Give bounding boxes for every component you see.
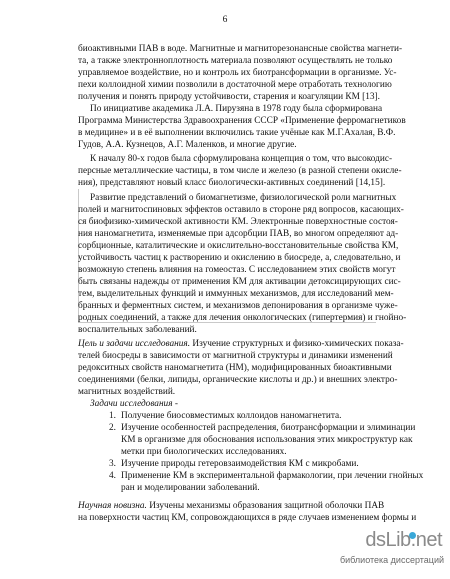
text-line: Программа Министерства Здравоохранения СССР «Применение ферромагнетиков: [78, 116, 406, 126]
text-line: полей и магнитоспиновых эффектов оставило в стороне ряд вопросов, касающих-: [78, 205, 404, 215]
task-text: Изучение природы гетеровзаимодействия КМ с микробами.: [121, 459, 359, 469]
watermark-title: dsLib.net: [365, 529, 442, 551]
text-line: быть связаны надежды от применения КМ для активации детоксицирующих сис-: [78, 277, 401, 287]
goals-line: [78, 338, 404, 350]
text-line: сорбционные, каталитические и окислительно-восстановительные свойства КМ,: [78, 241, 399, 251]
novelty-label: Научная новизна.: [78, 501, 147, 511]
page-number: 6: [222, 15, 228, 25]
tasks-label: Задачи исследования -: [90, 399, 178, 409]
novelty-line: [78, 500, 385, 512]
task-text: Изучение особенностей распределения, биотрансформации и элиминации: [121, 423, 416, 433]
text-line: управляемое воздействие, но и контроль их биотрансформации в организме. Ус-: [78, 68, 397, 78]
task-item: [109, 410, 378, 422]
novelty-text: Изучены механизмы образования защитной оболочки ПАВ: [149, 501, 385, 511]
text-line: ния), представляют новый класс биологически-активных соединений [14,15].: [78, 178, 386, 188]
task-text: КМ в организме для обоснования использования этих микроструктур как: [121, 435, 413, 445]
task-text: Применение КМ в экспериментальной фармакологии, при лечении гнойных: [121, 471, 424, 481]
task-text: метки при биологических исследованиях.: [121, 447, 287, 457]
task-text: Получение биосовместимых коллоидов наномагнетита.: [121, 411, 342, 421]
task-number: 2.: [109, 423, 116, 433]
text-line: ния наномагнетита, изменяемые при адсорбции ПАВ, во многом определяют ад-: [78, 229, 399, 239]
text-line: бранных и ферментных систем, и механизмов депонирования в организме чужe-: [78, 301, 398, 311]
novelty-line: на поверхности частиц КМ, сопровождающихся в ряде случаев изменением формы и: [78, 513, 417, 523]
text-line: ся биофизико-химической активности КМ. Электронные поверхностные состоя-: [78, 217, 398, 227]
text-line: По инициативе академика Л.А. Пирузяна в 1978 году была сформирована: [90, 104, 383, 114]
watermark: [339, 529, 450, 579]
text-line: возможную степень влияния на гомеостаз. С исследованием этих свойств могут: [78, 265, 396, 275]
text-line: родных соединений, а также для лечения онкологических (гипертермия) и гнойно-: [78, 313, 407, 323]
text-line: персные металлические частицы, в том числе и железо (в разной степени окисле-: [78, 166, 402, 176]
text-line: К началу 80-х годов была сформулирована концепция о том, что высокодис-: [90, 154, 393, 164]
goals-label: Цель и задачи исследования.: [78, 339, 191, 349]
text-line: биоактивными ПАВ в воде. Магнитные и магниторезонансные свойства магнети-: [78, 44, 403, 54]
task-number: 4.: [109, 471, 116, 481]
task-item: [109, 470, 424, 482]
text-line: Развитие представлений о биомагнетизме, физиологической роли магнитных: [90, 193, 397, 203]
text-line: Гудов, А.А. Кузнецов, А.Г. Маленков, и многие другие.: [78, 140, 297, 150]
task-item: [109, 458, 378, 470]
text-line: пехи коллоидной химии позволили в достаточной мере отработать технологию: [78, 80, 392, 90]
task-number: 3.: [109, 459, 116, 469]
goals-line: магнитных воздействий.: [78, 387, 176, 397]
watermark-subtitle: библиотека диссертаций: [339, 555, 444, 565]
text-line: тем, выделительных функций и иммунных механизмов, для исследований мем-: [78, 289, 394, 299]
text-line: в медицине» и в её выполнении включились такие учёные как М.Г.Ахалая, В.Ф.: [78, 128, 396, 138]
goals-line: соединениями (белки, липиды, органические кислоты и др.) и внешних электро-: [78, 375, 398, 385]
task-number: 1.: [109, 411, 116, 421]
goals-text: Изучение структурных и физико-химических показа-: [192, 339, 404, 349]
goals-line: редокситных свойств наномагнетита (НМ), модифицированных биоактивными: [78, 363, 392, 373]
text-line: устойчивость частиц к растворению и окислению в биосреде, а, следовательно, и: [78, 253, 401, 263]
text-line: воспалительных заболеваний.: [78, 325, 197, 335]
goals-line: телей биосреды в зависимости от магнитной структуры и динамики изменений: [78, 351, 393, 361]
task-text: ран и моделировании заболеваний.: [121, 483, 260, 493]
text-line: получения и понять природу устойчивости, старения и коагуляции КМ [13].: [78, 92, 380, 102]
task-item: [109, 422, 416, 434]
text-line: та, а также электронноплотность материала позволяют осуществлять не только: [78, 56, 393, 66]
